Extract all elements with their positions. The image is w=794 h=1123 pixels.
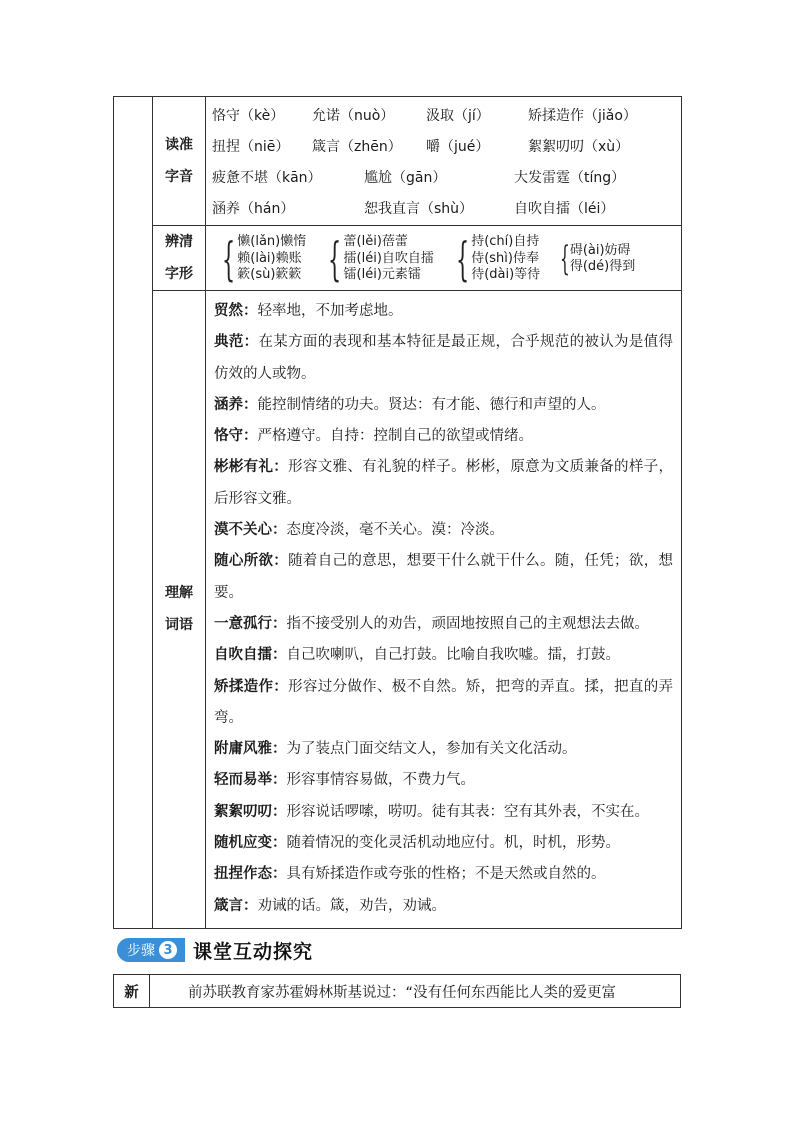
vocab-entry (214, 891, 673, 922)
pronunciation-content (206, 97, 682, 226)
label-line: 读准 (165, 137, 193, 153)
vocab-definition: 形容事情容易做，不费力气。 (286, 772, 475, 789)
shape-item: 持(chí)自持 (471, 234, 540, 250)
pronunciation-item: 矫揉造作（jiǎo） (528, 107, 637, 124)
shape-item: 擂(léi)自吹自擂 (343, 250, 434, 266)
shape-item: 碍(ài)妨碍 (569, 242, 631, 258)
shape-group (214, 234, 306, 284)
vocab-definition: 随着情况的变化灵活机动地应付。机，时机，形势。 (286, 835, 620, 852)
pronunciation-line (212, 130, 675, 161)
shape-item: 待(dài)等待 (471, 267, 541, 283)
pronunciation-item: 尴尬（gān） (364, 169, 447, 186)
vocab-definition: 在某方面的表现和基本特征是最正规，合乎规范的被认为是值得仿效的人或物。 (214, 334, 674, 382)
vocab-entry (214, 390, 673, 421)
vocab-entry (214, 765, 673, 796)
shape-item: 镭(léi)元素镭 (343, 267, 421, 283)
vocab-definition: 随着自己的意思，想要干什么就干什么。随，任凭；欲，想要。 (214, 553, 674, 601)
shape-item: 侍(shì)侍奉 (471, 250, 539, 266)
vocab-entry (214, 797, 673, 828)
vocab-definition: 劝诫的话。箴，劝告，劝诫。 (257, 897, 446, 914)
new-label: 新 (114, 975, 150, 1008)
pronunciation-line (212, 192, 675, 223)
vocab-term: 典范： (214, 334, 259, 351)
brace-icon: { (222, 232, 236, 286)
brace-icon: { (455, 232, 470, 286)
label-line: 字音 (165, 169, 193, 185)
shapes-row (114, 226, 682, 291)
pronunciation-item: 允诺（nuò） (312, 107, 395, 124)
vocab-entry (214, 296, 673, 327)
pronunciation-item: 涵养（hán） (212, 200, 295, 217)
brace-icon: { (328, 232, 342, 286)
pronunciation-item: 恪守（kè） (212, 107, 285, 124)
vocab-entry (214, 609, 673, 640)
vocab-definition: 为了装点门面交结文人，参加有关文化活动。 (286, 741, 577, 758)
pronunciation-label (153, 97, 206, 226)
pronunciation-row (114, 97, 682, 226)
vocab-term: 贸然： (214, 303, 258, 319)
pronunciation-item: 扭捏（niē） (212, 138, 290, 155)
step-title: 课堂互动探究 (193, 940, 314, 963)
vocab-entry (214, 327, 673, 390)
blank-left-cell (114, 97, 153, 929)
vocab-definition: 形容文雅、有礼貌的样子。彬彬，原意为文质兼备的样子，后形容文雅。 (214, 459, 674, 507)
vocab-entry (214, 828, 673, 859)
vocab-entry (214, 640, 673, 671)
pronunciation-line (212, 161, 675, 192)
pronunciation-item: 箴言（zhēn） (312, 138, 402, 155)
vocab-term: 轻而易举： (214, 772, 287, 789)
vocabulary-list (206, 291, 681, 928)
vocab-term: 箴言： (214, 897, 258, 914)
study-table (113, 96, 682, 929)
brace-icon: { (560, 239, 570, 279)
pronunciation-line (212, 99, 675, 130)
intro-table (113, 974, 681, 1008)
step-prefix: 步骤 (127, 943, 155, 959)
vocab-term: 随心所欲： (214, 553, 289, 570)
shapes-content (206, 226, 682, 291)
shape-group (320, 234, 434, 284)
shapes-label (153, 226, 206, 291)
vocab-term: 恪守： (214, 428, 258, 445)
pronunciation-item: 自吹自擂（léi） (514, 200, 615, 217)
shape-item: 得(dé)得到 (569, 259, 636, 274)
step-header (117, 937, 313, 963)
shape-item: 蕾(lěi)蓓蕾 (343, 234, 408, 250)
shape-item: 簌(sù)簌簌 (237, 267, 302, 283)
label-line: 字形 (165, 266, 193, 282)
vocab-entry (214, 515, 673, 546)
step-badge (117, 938, 185, 962)
vocabulary-content (206, 291, 682, 929)
pronunciation-item: 大发雷霆（tíng） (514, 169, 626, 186)
vocab-definition: 能控制情绪的功夫。贤达：有才能、德行和声望的人。 (257, 396, 606, 413)
vocab-term: 自吹自擂： (214, 647, 287, 664)
label-line: 辨清 (165, 234, 193, 250)
intro-row (114, 975, 681, 1008)
label-line: 理解 (165, 585, 193, 602)
vocab-definition: 态度冷淡，毫不关心。漠：冷淡。 (286, 522, 504, 539)
vocab-definition: 指不接受别人的劝告，顽固地按照自己的主观想法去做。 (286, 615, 649, 632)
pronunciation-item: 絮絮叨叨（xù） (528, 138, 630, 155)
vocab-entry (214, 672, 673, 735)
shape-group (554, 239, 636, 279)
vocabulary-row (114, 291, 682, 929)
pronunciation-item: 恕我直言（shù） (364, 200, 474, 217)
vocab-entry (214, 734, 673, 765)
vocab-term: 矫揉造作： (214, 678, 289, 695)
vocab-definition: 严格遵守。自持：控制自己的欲望或情绪。 (257, 428, 533, 445)
vocab-definition: 形容说话啰嗦，唠叨。徒有其表：空有其外表，不实在。 (286, 803, 649, 820)
label-line: 词语 (165, 617, 193, 634)
vocab-definition: 形容过分做作、极不自然。矫，把弯的弄直。揉，把直的弄弯。 (214, 678, 674, 726)
vocab-term: 漠不关心： (214, 522, 287, 539)
pronunciation-item: 嚼（jué） (426, 138, 490, 155)
vocab-entry (214, 546, 673, 609)
shape-item: 懒(lǎn)懒惰 (237, 234, 307, 250)
vocab-term: 扭捏作态： (214, 866, 287, 883)
vocab-definition: 具有矫揉造作或夸张的性格；不是天然或自然的。 (286, 866, 606, 883)
pronunciation-item: 汲取（jí） (426, 107, 490, 124)
vocab-definition: 轻率地，不加考虑地。 (257, 303, 403, 319)
vocabulary-label (153, 291, 206, 929)
vocab-term: 随机应变： (214, 835, 287, 852)
vocab-term: 絮絮叨叨： (214, 803, 287, 820)
vocab-definition: 自己吹喇叭，自己打鼓。比喻自我吹嘘。擂，打鼓。 (286, 647, 620, 664)
vocab-term: 附庸风雅： (214, 741, 287, 758)
vocab-term: 彬彬有礼： (214, 459, 289, 476)
step-number: 3 (159, 941, 177, 959)
vocab-entry (214, 452, 673, 515)
intro-text: 前苏联教育家苏霍姆林斯基说过：“没有任何东西能比人类的爱更富 (150, 975, 681, 1008)
shape-item: 赖(lài)赖账 (237, 250, 302, 266)
pronunciation-item: 疲惫不堪（kān） (212, 169, 322, 186)
vocab-entry (214, 421, 673, 452)
vocab-entry (214, 859, 673, 890)
vocab-term: 一意孤行： (214, 615, 287, 632)
shape-group (448, 234, 540, 284)
vocab-term: 涵养： (214, 396, 258, 413)
